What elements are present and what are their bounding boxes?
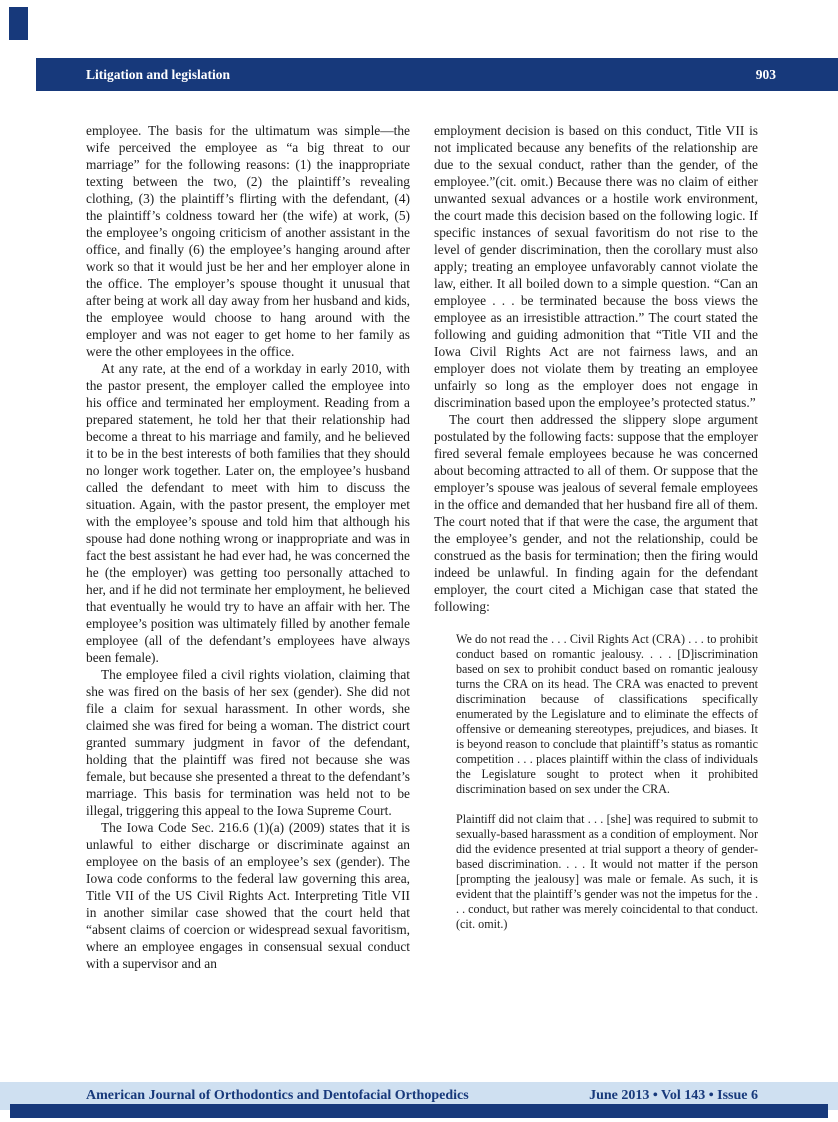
case-blockquote	[434, 632, 758, 932]
issue-info: June 2013 • Vol 143 • Issue 6	[589, 1088, 758, 1103]
right-column	[434, 122, 758, 972]
paragraph: Plaintiff did not claim that . . . [she] was required to submit to sexually-based harassment as a condition of employment. Nor did the evidence presented at trial support a theory of gender-based discrimination. . . . It would not matter if the person [prompting the jealousy] was male or female. As such, it is evident that the plaintiff’s gender was not the impetus for the . . . conduct, but rather was merely coincidental to that conduct. (cit. omit.)	[456, 812, 758, 931]
left-column	[86, 122, 410, 972]
journal-name: American Journal of Orthodontics and Dentofacial Orthopedics	[86, 1088, 469, 1103]
running-head: Litigation and legislation	[86, 66, 231, 82]
paragraph: employee. The basis for the ultimatum was simple—the wife perceived the employee as “a big threat to our marriage” for the following reasons: (1) the inappropriate texting between the two, (2) the plaintiff’s revealing clothing, (3) the plaintiff’s flirting with the defendant, (4) the plaintiff’s coldness toward her (the wife) at work, (5) the employee’s ongoing criticism of another assistant in the office, and finally (6) the employee’s hanging around after work so that it would just be her and her employer alone in the office. The employer’s spouse thought it unusual that after being at work all day away from her husband and kids, the employee would choose to hang around with the employer and was not eager to get home to her family as were the other employees in the office.	[86, 123, 410, 359]
paragraph: The employee filed a civil rights violation, claiming that she was fired on the basis of her sex (gender). She did not file a claim for sexual harassment. In other words, she claimed she was fired for being a woman. The district court granted summary judgment in favor of the defendant, holding that the plaintiff was fired not because she was female, but because she presented a threat to the defendant’s marriage. This basis for termination was held not to be illegal, triggering this appeal to the Iowa Supreme Court.	[86, 667, 410, 818]
paragraph: employment decision is based on this conduct, Title VII is not implicated because any benefits of the relationship are due to the sexual conduct, rather than the gender, of the employee.”(cit. omit.) Because there was no claim of either unwanted sexual advances or a hostile work environment, the court made this decision based on the following logic. If specific instances of sexual favoritism do not rise to the level of gender discrimination, then the corollary must also apply; treating an employee unfavorably cannot violate the law, either. It all boiled down to a simple question. “Can an employee . . . be terminated because the boss views the employee as an irresistible attraction.” The court stated the following and guiding admonition that “Title VII and the Iowa Civil Rights Act are not fairness laws, and an employer does not violate them by treating an employee unfairly so long as the employer does not engage in discrimination based upon the employee’s protected status.”	[434, 123, 758, 410]
article-body	[86, 122, 758, 972]
corner-mark	[9, 7, 28, 40]
header-bar	[36, 58, 838, 91]
bottom-bar	[10, 1104, 828, 1118]
left-column-text	[86, 122, 410, 972]
paragraph: The court then addressed the slippery slope argument postulated by the following facts: suppose that the employer fired several female employees because he was concerned about becoming attracted to all of them. Or suppose that the employer’s spouse was jealous of several female employees in the office and demanded that her husband fire all of them. The court noted that if that were the case, the argument that the employee’s gender, and not the relationship, could be construed as the basis for termination; then the firing would indeed be unlawful. In finding again for the defendant employer, the court cited a Michigan case that stated the following:	[434, 412, 758, 614]
right-column-text	[434, 122, 758, 615]
paragraph: We do not read the . . . Civil Rights Act (CRA) . . . to prohibit conduct based on romantic jealousy. . . . [D]iscrimination based on sex to prohibit conduct based on romantic jealousy turns the CRA on its head. The CRA was enacted to prevent discrimination because of classifications specifically enumerated by the Legislature and to eliminate the effects of offensive or demeaning stereotypes, prejudices, and biases. It is beyond reason to conclude that plaintiff’s status as romantic competition . . . places plaintiff within the class of individuals the Legislature sought to protect when it prohibited discrimination based on sex under the CRA.	[456, 632, 758, 796]
page-number: 903	[755, 66, 776, 82]
paragraph: The Iowa Code Sec. 216.6 (1)(a) (2009) states that it is unlawful to either discharge or discriminate against an employee on the basis of an employee’s sex (gender). The Iowa code conforms to the federal law governing this area, Title VII of the US Civil Rights Act. Interpreting Title VII in another similar case showed that the court held that “absent claims of coercion or widespread sexual favoritism, where an employee engages in consensual sexual conduct with a supervisor and an	[86, 820, 410, 971]
paragraph: At any rate, at the end of a workday in early 2010, with the pastor present, the employer called the employee into his office and terminated her employment. Reading from a prepared statement, he told her that their relationship had become a threat to his marriage and family, and he believed it to be in the best interests of both families that they should no longer work together. Later on, the employee’s husband called the defendant to meet with him to discuss the situation. Again, with the pastor present, the employer met with the employee’s spouse and told him that although his spouse had done nothing wrong or inappropriate and was in fact the best assistant he had ever had, he was concerned the he (the employer) was getting too personally attached to her, and if he did not terminate her employment, he believed that eventually he would try to have an affair with her. The employee’s position was ultimately filled by another female employee (all of the defendant’s employees have always been female).	[86, 361, 410, 665]
